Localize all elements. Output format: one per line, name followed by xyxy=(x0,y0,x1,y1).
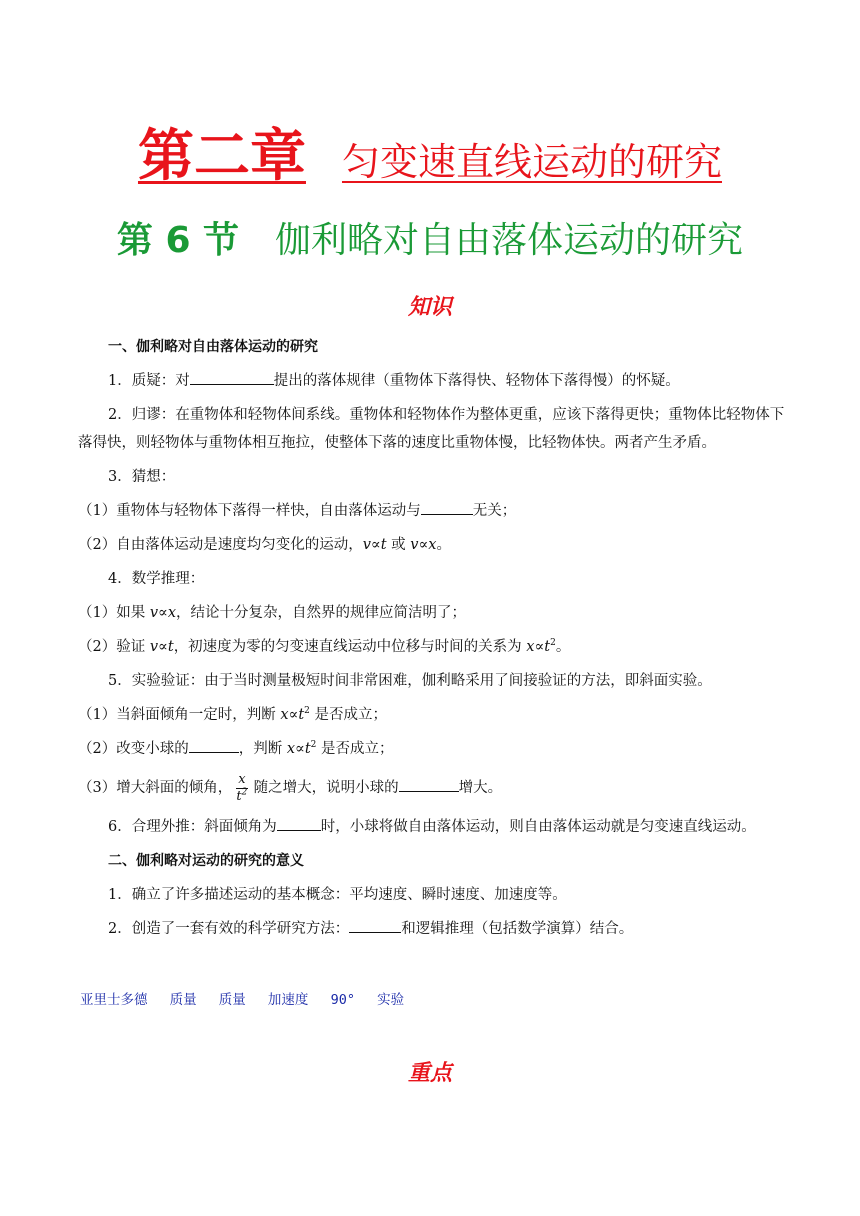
part2-item-1: 1．确立了许多描述运动的基本概念：平均速度、瞬时速度、加速度等。 xyxy=(108,887,567,903)
answer-5: 90° xyxy=(330,992,355,1008)
knowledge-content xyxy=(78,330,788,946)
fill-blank xyxy=(277,812,321,831)
part2-item-2: 2．创造了一套有效的科学研究方法： 和逻辑推理（包括数学演算）结合。 xyxy=(78,912,788,946)
knowledge-label: 知识 xyxy=(407,294,452,320)
question-3: 3．猜想： xyxy=(108,469,176,485)
question-6: 6．合理外推：斜面倾角为 时，小球将做自由落体运动，则自由落体运动就是匀变速直线运动。 xyxy=(78,810,788,844)
chapter-name: 匀变速直线运动的研究 xyxy=(341,140,722,184)
question-5-2: （2）改变小球的 ，判断 $x\propto t^2$ 是否成立； xyxy=(78,732,788,766)
answer-4: 加速度 xyxy=(267,992,309,1008)
question-5: 5．实验验证：由于当时测量极短时间非常困难，伽利略采用了间接验证的方法，即斜面实验。 xyxy=(108,673,712,689)
section-heading xyxy=(0,212,860,263)
fill-blank xyxy=(421,496,473,515)
section-number: 第 6 节 xyxy=(116,220,240,261)
question-3-2: （2）自由落体运动是速度均匀变化的运动，v∝t 或 v∝x。 xyxy=(78,537,451,553)
answer-3: 质量 xyxy=(218,992,246,1008)
question-2: 2．归谬：在重物体和轻物体间系线。重物体和轻物体作为整体更重，应该下落得更快；重物体比轻物体下落得快，则轻物体与重物体相互拖拉，使整体下落的速度比重物体慢，比轻物体快。两者产生矛盾。 xyxy=(78,407,785,451)
chapter-number: 第二章 xyxy=(137,124,306,189)
part1-heading: 一、伽利略对自由落体运动的研究 xyxy=(108,339,318,355)
question-1: 1．质疑：对 提出的落体规律（重物体下落得快、轻物体下落得慢）的怀疑。 xyxy=(78,364,788,398)
section-title: 伽利略对自由落体运动的研究 xyxy=(275,220,744,261)
question-4-2: （2）验证 v∝t，初速度为零的匀变速直线运动中位移与时间的关系为 $x\propto t^2$。 xyxy=(78,638,571,655)
question-5-1: （1）当斜面倾角一定时，判断 $x\propto t^2$ 是否成立； xyxy=(78,706,388,723)
fill-blank xyxy=(349,914,401,933)
question-4-1: （1）如果 v∝x，结论十分复杂，自然界的规律应简洁明了； xyxy=(78,605,467,621)
answer-key xyxy=(80,988,418,1008)
fill-blank xyxy=(189,734,239,753)
answer-2: 质量 xyxy=(169,992,197,1008)
keypoints-label: 重点 xyxy=(407,1060,452,1086)
chapter-heading xyxy=(0,112,860,192)
part2-heading: 二、伽利略对运动的研究的意义 xyxy=(108,853,304,869)
answer-6: 实验 xyxy=(377,992,405,1008)
fraction-x-over-t-squared: $\frac{x}{t^2}$ xyxy=(236,771,248,804)
question-3-1: （1）重物体与轻物体下落得一样快，自由落体运动与 无关； xyxy=(78,494,788,528)
answer-1: 亚里士多德 xyxy=(80,992,148,1008)
question-5-3: （3）增大斜面的倾角， $\frac{x}{t^2}$ 随之增大，说明小球的 增大。 xyxy=(78,771,503,804)
fill-blank xyxy=(190,366,274,385)
fill-blank xyxy=(399,773,459,792)
question-4: 4．数学推理： xyxy=(108,571,205,587)
